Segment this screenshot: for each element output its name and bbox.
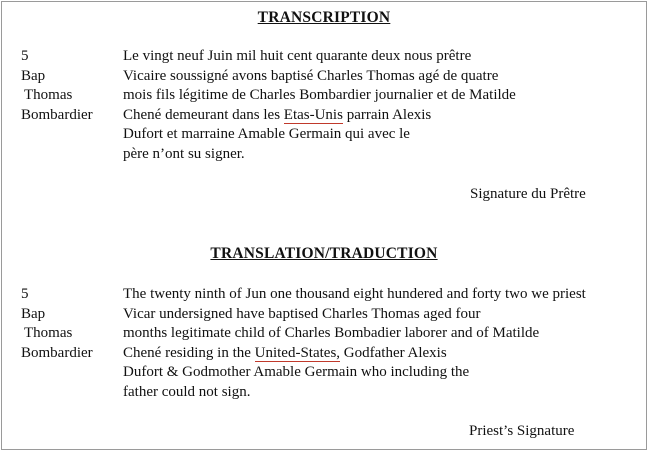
- transcription-line: Dufort et marraine Amable Germain qui avec le: [123, 126, 410, 143]
- margin-entry-number: 5: [21, 286, 29, 302]
- transcription-line: Le vingt neuf Juin mil huit cent quarante deux nous prêtre: [123, 48, 472, 64]
- underlined-place-name: Etas-Unis: [283, 106, 343, 123]
- margin-given-name: Thomas: [24, 325, 73, 342]
- line-text: parrain Alexis: [342, 106, 432, 123]
- translation-line: months legitimate child of Charles Bombadier laborer and of Matilde: [123, 325, 540, 342]
- translation-line: The twenty ninth of Jun one thousand eight hundered and forty two we priest: [123, 286, 586, 302]
- margin-entry-type: Bap: [21, 305, 46, 322]
- translation-line: [123, 344, 586, 364]
- translation-signature: Priest’s Signature: [469, 423, 575, 439]
- margin-surname: Bombardier: [21, 106, 93, 123]
- margin-given-name: Thomas: [24, 87, 73, 104]
- transcription-body: [123, 47, 516, 165]
- line-text: Godfather Alexis: [340, 344, 447, 361]
- translation-margin-notes: [21, 285, 93, 363]
- document-page: [1, 1, 647, 450]
- translation-body: [123, 285, 586, 403]
- margin-surname: Bombardier: [21, 344, 93, 361]
- transcription-heading: TRANSCRIPTION: [257, 9, 391, 26]
- margin-entry-type: Bap: [21, 67, 46, 84]
- line-text: Chené residing in the: [123, 344, 255, 361]
- underlined-place-name: United-States,: [254, 344, 341, 361]
- translation-line: Vicar undersigned have baptised Charles Thomas aged four: [123, 305, 481, 322]
- transcription-margin-notes: [21, 47, 93, 125]
- transcription-line: Vicaire soussigné avons baptisé Charles Thomas agé de quatre: [123, 67, 499, 84]
- translation-line: father could not sign.: [123, 383, 251, 400]
- transcription-line: mois fils légitime de Charles Bombardier journalier et de Matilde: [123, 87, 516, 104]
- margin-entry-number: 5: [21, 48, 29, 64]
- transcription-signature: Signature du Prêtre: [470, 186, 586, 202]
- line-text: Chené demeurant dans les: [123, 106, 284, 123]
- transcription-line: [123, 106, 516, 126]
- transcription-line: père n’ont su signer.: [123, 145, 245, 162]
- translation-heading: TRANSLATION/TRADUCTION: [210, 245, 438, 262]
- translation-line: Dufort & Godmother Amable Germain who including the: [123, 364, 470, 381]
